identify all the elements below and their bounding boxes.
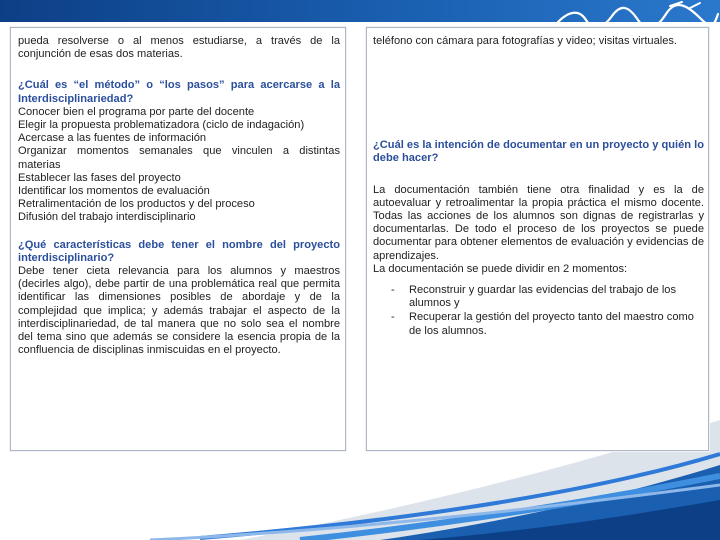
- right-intro-paragraph: teléfono con cámara para fotografías y video; visitas virtuales.: [373, 35, 678, 47]
- step-item: Retralimentación de los productos y del proceso: [18, 198, 255, 211]
- moments-list: [373, 284, 704, 338]
- moment-item: [373, 284, 704, 310]
- question-method-steps: ¿Cuál es “el método” o “los pasos” para acercarse a la Interdisciplinariedad?: [18, 79, 340, 105]
- right-text-panel: [366, 27, 709, 451]
- step-item: Identificar los momentos de evaluación: [18, 185, 210, 198]
- step-item: Organizar momentos semanales que vinculen a distintas materias: [18, 145, 340, 171]
- step-item: Conocer bien el programa por parte del docente: [18, 105, 255, 118]
- steps-list: [18, 106, 340, 225]
- left-text-panel: [10, 27, 346, 451]
- question-documentation-intent: ¿Cuál es la intención de documentar en un proyecto y quién lo debe hacer?: [373, 139, 705, 165]
- left-intro-paragraph: pueda resolverse o al menos estudiarse, a través de la conjunción de esas dos materias.: [18, 35, 340, 61]
- dash-bullet: -: [391, 284, 395, 297]
- moment-text: Recuperar la gestión del proyecto tanto del maestro como de los alumnos.: [409, 311, 694, 337]
- dash-bullet: -: [391, 311, 395, 324]
- step-item: Establecer las fases del proyecto: [18, 171, 181, 184]
- step-item: Elegir la propuesta problematizadora (ciclo de indagación): [18, 119, 305, 132]
- question-project-name: ¿Qué características debe tener el nombre del proyecto interdisciplinario?: [18, 238, 340, 264]
- moments-intro: La documentación se puede dividir en 2 momentos:: [373, 262, 628, 275]
- step-item: Acercase a las fuentes de información: [18, 132, 207, 145]
- project-name-answer: Debe tener cieta relevancia para los alumnos y maestros (decirles algo), debe partir de una problemática real que permita identificar las dimensiones posibles de abordaje y de la complejidad que implica; y además trabajar el aspecto de la interdisciplinariedad, de tal manera que no solo sea el nombre del tema sino que además se considere la esencia propia de la confluencia de disciplinas inmiscuidas en el proyecto.: [18, 265, 340, 357]
- step-item: Difusión del trabajo interdisciplinario: [18, 211, 196, 224]
- moment-item: [373, 311, 704, 337]
- documentation-answer: La documentación también tiene otra finalidad y es la de autoevaluar y retroalimentar la propia práctica el mismo docente. Todas las acciones de los alumnos son dignas de registrarlas y documentarlas. De todo el proceso de los proyectos se puede documentar para obtener elementos de evaluación y evidencias de aprendizajes.: [373, 183, 704, 262]
- moment-text: Reconstruir y guardar las evidencias del trabajo de los alumnos y: [409, 284, 677, 310]
